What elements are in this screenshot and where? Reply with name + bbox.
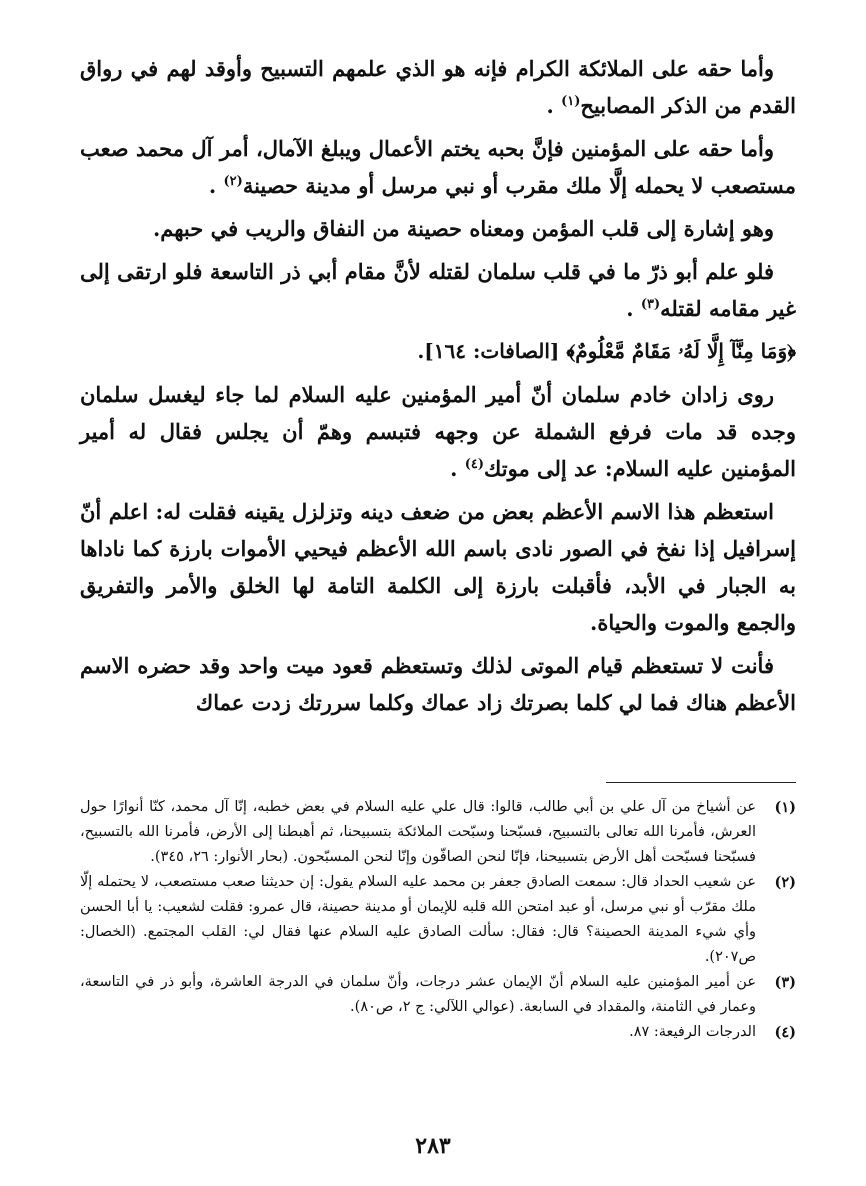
- paragraph-3: وهو إشارة إلى قلب المؤمن ومعناه حصينة من النفاق والريب في حبهم.: [152, 216, 774, 241]
- quran-verse: [80, 333, 796, 370]
- main-text: [80, 50, 796, 727]
- footnote-ref-1[interactable]: (١): [561, 94, 581, 109]
- footnote-3: [80, 970, 796, 1020]
- footnotes: [80, 795, 796, 1045]
- footnote-number: (١): [774, 799, 796, 816]
- footnote-ref-3[interactable]: (٣): [640, 297, 661, 312]
- footnote-text: عن أشياخ من آل علي بن أبي طالب، قالوا: قال علي عليه السلام في بعض خطبه، إنّا آل محمد، كنّا أنوارًا حول العرش، فأمرنا الله تعالى بالتسبيح، فسبّحنا وسبّحت الملائكة بتسبيحنا، ثم أهبطنا إلى الأرض، فأمرنا الله بالتسبيح، فسبّحنا فسبّحت أهل الأرض بتسبيحنا، فإنّا لنحن الصافّون وإنّا لنحن المسبّحون. (بحار الأنوار: ٢٦، ٣٤٥).: [80, 799, 756, 865]
- footnote-2: [80, 870, 796, 970]
- footnote-number: (٣): [774, 974, 796, 991]
- footnote-text: عن شعيب الحداد قال: سمعت الصادق جعفر بن محمد عليه السلام يقول: إن حديثنا صعب مستصعب، لا يحتمله إلّا ملك مقرّب أو نبي مرسل، أو عبد امتحن الله قلبه للإيمان أو مدينة حصينة، قال عمرو: فقلت لشعيب: يا أبا الحسن وأي شيء المدينة الحصينة؟ قال: فقال: سألت الصادق عليه السلام عنها فقال لي: القلب المجتمع. (الخصال: ص٢٠٧).: [80, 874, 756, 965]
- paragraph-5: روى زادان خادم سلمان أنّ أمير المؤمنين عليه السلام لما جاء ليغسل سلمان وجده قد مات فرفع الشملة عن وجهه فتبسم وهمّ أن يجلس فقال له أمير المؤمنين عليه السلام: عد إلى موتك$^{(٤)}$ .: [80, 382, 796, 481]
- paragraph-4: فلو علم أبو ذرّ ما في قلب سلمان لقتله لأنَّ مقام أبي ذر التاسعة فلو ارتقى إلى غير مقامه لقتله$^{(٣)}$ .: [80, 259, 796, 321]
- paragraph-6: استعظم هذا الاسم الأعظم بعض من ضعف دينه وتزلزل يقينه فقلت له: اعلم أنّ إسرافيل إذا نفخ في الصور نادى باسم الله الأعظم فيحيي الأموات بارزة كما ناداها به الجبار في الأبد، فأقبلت بارزة إلى الكلمة التامة لها الخلق والأمر والتفريق والجمع والموت والحياة.: [80, 499, 796, 635]
- footnote-4: [80, 1020, 796, 1045]
- page-number: ٢٨٣: [415, 1133, 451, 1159]
- footnote-text: عن أمير المؤمنين عليه السلام أنّ الإيمان عشر درجات، وأنّ سلمان في الدرجة العاشرة، وأبو ذر في التاسعة، وعمار في الثامنة، والمقداد في السابعة. (عوالي اللآلي: ج ٢، ص٨٠).: [80, 974, 756, 1015]
- paragraph-2: وأما حقه على المؤمنين فإنَّ بحبه يختم الأعمال ويبلغ الآمال، أمر آل محمد صعب مستصعب لا يحمله إلَّا ملك مقرب أو نبي مرسل أو مدينة حصينة$^{(٢)}$ .: [80, 136, 796, 198]
- footnote-number: (٤): [774, 1024, 796, 1041]
- footnote-separator: [606, 782, 796, 783]
- footnote-1: [80, 795, 796, 870]
- footnote-text: الدرجات الرفيعة: ٨٧.: [629, 1024, 756, 1040]
- footnote-ref-4[interactable]: (٤): [464, 457, 485, 472]
- quran-verse-text: ﴿وَمَا مِنَّآ إِلَّا لَهُۥ مَقَامٌ مَّعْلُومٌ﴾: [566, 339, 796, 363]
- footnote-number: (٢): [774, 874, 796, 891]
- paragraph-1: وأما حقه على الملائكة الكرام فإنه هو الذي علمهم التسبيح وأوقد لهم في رواق القدم من الذكر المصابيح$^{(١)}$ .: [80, 56, 796, 118]
- quran-verse-reference: [الصافات: ١٦٤].: [417, 339, 560, 363]
- paragraph-7: فأنت لا تستعظم قيام الموتى لذلك وتستعظم قعود ميت واحد وقد حضره الاسم الأعظم هناك فما لي كلما بصرتك زاد عماك وكلما سررتك زدت عماك: [80, 653, 796, 715]
- footnote-ref-2[interactable]: (٢): [223, 174, 243, 189]
